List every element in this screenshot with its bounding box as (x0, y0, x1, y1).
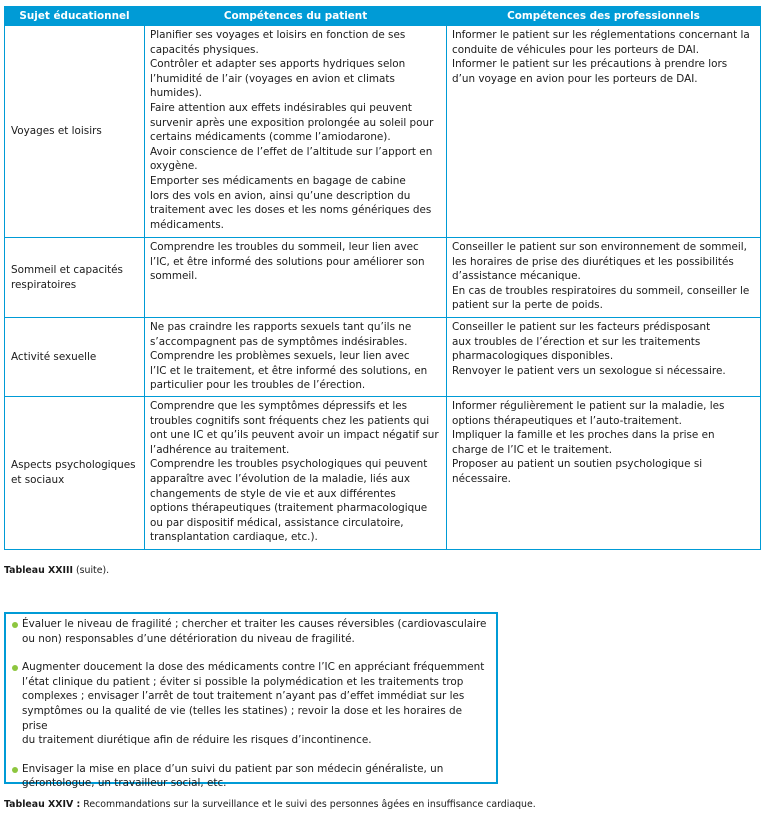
text-line: transplantation cardiaque, etc.). (150, 531, 318, 544)
text-line: les horaires de prise des diurétiques et les possibilités (452, 255, 734, 268)
row-topic: Voyages et loisirs (5, 26, 145, 238)
text-line: options thérapeutiques et l’auto-traitement. (452, 414, 682, 427)
text-line: du traitement diurétique afin de réduire les risques d’incontinence. (22, 734, 372, 747)
text-line: apparaître avec l’évolution de la maladie, liés aux (150, 472, 411, 485)
list-item (12, 762, 490, 791)
text-line: d’un voyage en avion pour les porteurs de DAI. (452, 72, 698, 85)
text-line: Augmenter doucement la dose des médicaments contre l’IC en appréciant fréquemment (22, 661, 485, 674)
text-line: médicaments. (150, 218, 224, 231)
text-line: Impliquer la famille et les proches dans la prise en (452, 429, 715, 442)
professional-cell (447, 238, 761, 318)
text-line: gérontologue, un travailleur social, etc. (22, 777, 227, 790)
caption-text: (suite). (72, 565, 110, 576)
table-row (5, 397, 761, 550)
text-line: Avoir conscience de l’effet de l’altitude sur l’apport en (150, 145, 433, 158)
text-line: Comprendre que les symptômes dépressifs et les (150, 400, 408, 412)
header-patient: Compétences du patient (145, 7, 447, 26)
text-line: En cas de troubles respiratoires du sommeil, conseiller le (452, 284, 750, 297)
text-line: Renvoyer le patient vers un sexologue si nécessaire. (452, 364, 726, 377)
text-line: particulier pour les troubles de l’érection. (150, 379, 366, 392)
professional-cell (447, 397, 761, 550)
text-line: ou non) responsables d’une détérioration du niveau de fragilité. (22, 632, 355, 645)
text-line: aux troubles de l’érection et sur les traitements (452, 335, 701, 348)
table-row (5, 26, 761, 238)
text-line: Comprendre les troubles psychologiques qui peuvent (150, 458, 428, 471)
caption-text: Recommandations sur la surveillance et le suivi des personnes âgées en insuffisance cardiaque. (80, 799, 536, 810)
text-line: d’assistance mécanique. (452, 270, 581, 283)
text-line: s’accompagnent pas de symptômes indésirables. (150, 335, 408, 348)
bullet-icon (12, 767, 18, 773)
header-professional: Compétences des professionnels (447, 7, 761, 26)
text-line: nécessaire. (452, 472, 511, 485)
text-line: lors des vols en avion, ainsi qu’une description du (150, 189, 411, 202)
text-line: patient sur la perte de poids. (452, 299, 603, 312)
text-line: changements de style de vie et aux différentes (150, 487, 396, 500)
table-row (5, 318, 761, 397)
text-line: pharmacologiques disponibles. (452, 350, 614, 363)
text-line: Informer le patient sur les précautions à prendre lors (452, 58, 728, 71)
patient-cell (145, 26, 447, 238)
text-line: l’IC et le traitement, et être informé des solutions, en (150, 364, 428, 377)
text-line: Emporter ses médicaments en bagage de cabine (150, 174, 406, 187)
patient-cell (145, 397, 447, 550)
text-line: Faire attention aux effets indésirables qui peuvent (150, 101, 412, 114)
professional-cell (447, 318, 761, 397)
professional-cell (447, 26, 761, 238)
header-topic: Sujet éducationnel (5, 7, 145, 26)
text-line: capacités physiques. (150, 43, 259, 56)
row-topic: Activité sexuelle (5, 318, 145, 397)
text-line: symptômes ou la qualité de vie (telles les statines) ; revoir la dose et les horaires de prise (22, 704, 463, 732)
text-line: troubles cognitifs sont fréquents chez les patients qui (150, 414, 430, 427)
text-line: Conseiller le patient sur les facteurs prédisposant (452, 321, 711, 333)
text-line: oxygène. (150, 160, 198, 173)
text-line: Comprendre les troubles du sommeil, leur lien avec (150, 241, 419, 253)
table-header-row (5, 7, 761, 26)
caption-label: Tableau XXIII (4, 565, 73, 576)
recommendations-box (4, 612, 498, 790)
education-table (4, 6, 761, 550)
row-topic: Aspects psychologiques et sociaux (5, 397, 145, 550)
text-line: complexes ; envisager l’arrêt de tout traitement n’ayant pas d’effet immédiat sur les (22, 690, 465, 703)
text-line: Envisager la mise en place d’un suivi du patient par son médecin généraliste, un (22, 762, 444, 775)
text-line: l’humidité de l’air (voyages en avion et climats (150, 72, 395, 85)
text-line: l’adhérence au traitement. (150, 443, 290, 456)
text-line: l’état clinique du patient ; éviter si possible la polymédication et les traitements trop (22, 675, 464, 688)
bullet-icon (12, 665, 18, 671)
patient-cell (145, 238, 447, 318)
text-line: Comprendre les problèmes sexuels, leur lien avec (150, 350, 410, 363)
table-row (5, 238, 761, 318)
text-line: ont une IC et qu’ils peuvent avoir un impact négatif sur (150, 429, 439, 442)
text-line: Planifier ses voyages et loisirs en fonction de ses (150, 29, 406, 41)
text-line: humides). (150, 87, 202, 100)
box-caption (4, 799, 536, 810)
list-item (12, 660, 490, 748)
text-line: Évaluer le niveau de fragilité ; chercher et traiter les causes réversibles (cardiovasculaire (22, 618, 487, 630)
list-item (12, 617, 490, 646)
patient-cell (145, 318, 447, 397)
text-line: l’IC, et être informé des solutions pour améliorer son (150, 255, 425, 268)
caption-label: Tableau XXIV : (4, 799, 81, 810)
row-topic: Sommeil et capacités respiratoires (5, 238, 145, 318)
text-line: sommeil. (150, 270, 198, 283)
text-line: options thérapeutiques (traitement pharmacologique (150, 502, 428, 515)
text-line: certains médicaments (comme l’amiodarone). (150, 131, 391, 144)
text-line: traitement avec les doses et les noms génériques des (150, 204, 432, 217)
bullet-icon (12, 622, 18, 628)
text-line: Ne pas craindre les rapports sexuels tant qu’ils ne (150, 321, 412, 333)
text-line: Informer régulièrement le patient sur la maladie, les (452, 400, 725, 412)
text-line: charge de l’IC et le traitement. (452, 443, 613, 456)
table-caption (4, 565, 109, 576)
text-line: ou par dispositif médical, assistance circulatoire, (150, 516, 404, 529)
text-line: survenir après une exposition prolongée au soleil pour (150, 116, 434, 129)
text-line: conduite de véhicules pour les porteurs de DAI. (452, 43, 700, 56)
text-line: Proposer au patient un soutien psychologique si (452, 458, 703, 471)
text-line: Contrôler et adapter ses apports hydriques selon (150, 58, 406, 71)
text-line: Informer le patient sur les réglementations concernant la (452, 29, 750, 41)
text-line: Conseiller le patient sur son environnement de sommeil, (452, 241, 747, 253)
